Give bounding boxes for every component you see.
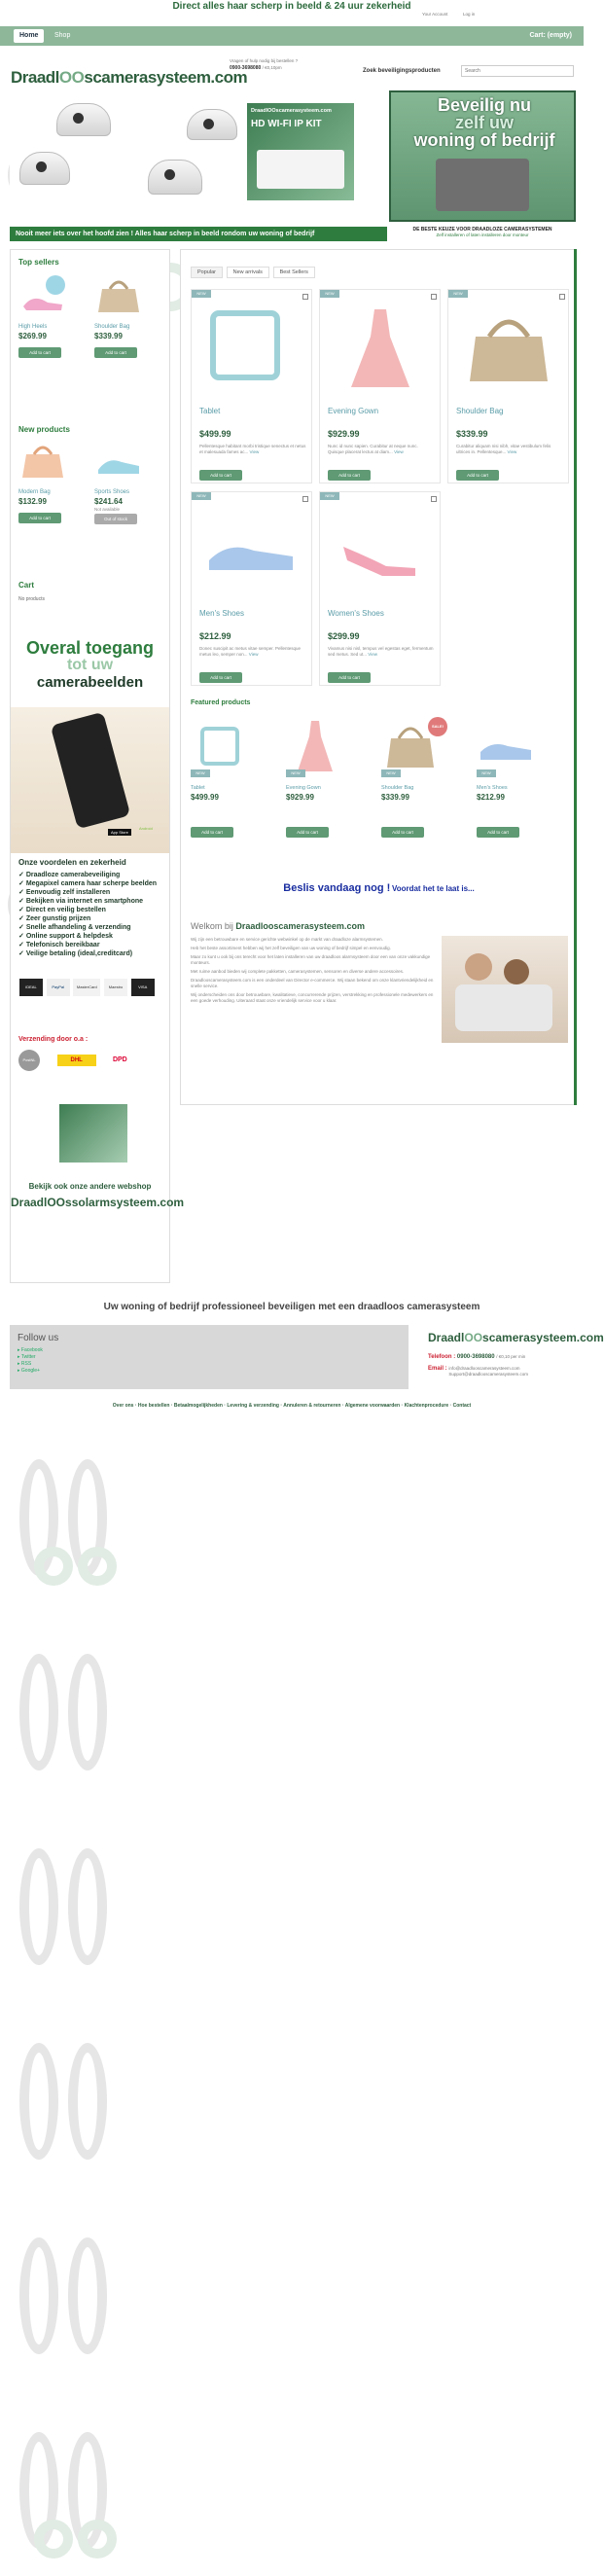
welcome-title: Welkom bij (191, 921, 233, 931)
featured-price: $499.99 (191, 793, 219, 802)
kit-box-image (247, 103, 354, 200)
product-name[interactable]: Men's Shoes (199, 609, 244, 618)
support-email-link[interactable]: Support@draadlooscamerasysteem.com (448, 1372, 528, 1377)
featured-price: $339.99 (381, 793, 409, 802)
footer-tagline: Uw woning of bedrijf professioneel beveiligen met een draadloos camerasysteem (103, 1302, 480, 1312)
cta-sub: Voordat het te laat is... (391, 884, 475, 893)
advantage-item: ✓ Veilige betaling (ideal,creditcard) (18, 950, 133, 957)
product-name[interactable]: Tablet (199, 407, 221, 415)
top-seller-image[interactable] (18, 275, 67, 322)
advantage-item: ✓ Online support & helpdesk (18, 933, 113, 940)
new-badge: NEW (286, 769, 305, 777)
cart-title[interactable]: Cart (18, 581, 35, 590)
product-image-womens-shoes[interactable] (328, 506, 433, 603)
kit-title: HD WI-FI IP KIT (251, 119, 322, 129)
logo-text-rest: scamerasysteem.com (84, 68, 248, 87)
product-card[interactable] (319, 289, 441, 483)
add-to-cart-button[interactable]: Add to cart (94, 347, 137, 358)
new-product-name[interactable]: Sports Shoes (94, 489, 130, 495)
hero-banner (10, 91, 387, 222)
new-product-image[interactable] (18, 441, 67, 487)
logo-text-main: Draadl (11, 68, 59, 87)
camera-photo (436, 159, 529, 211)
camera-image (19, 152, 70, 185)
compare-checkbox[interactable] (431, 294, 437, 300)
featured-item[interactable] (381, 717, 444, 814)
product-image-gown[interactable] (328, 304, 433, 401)
dhl-logo: DHL (57, 1055, 96, 1066)
cta-main: Beslis vandaag nog ! (283, 882, 391, 894)
tab-new-arrivals[interactable]: New arrivals (227, 267, 269, 278)
add-to-cart-button[interactable]: Add to cart (199, 672, 242, 683)
facebook-link[interactable]: ▸ Facebook (18, 1347, 43, 1353)
add-to-cart-button[interactable]: Add to cart (191, 827, 233, 838)
add-to-cart-button[interactable]: Add to cart (381, 827, 424, 838)
promo-line-2: zelf uw (454, 113, 514, 132)
top-seller-price: $269.99 (18, 332, 47, 340)
top-banner (0, 0, 584, 14)
product-price: $212.99 (199, 631, 231, 641)
help-phone-rate: / €0,10pm (262, 65, 282, 70)
product-price: $499.99 (199, 429, 231, 439)
featured-item[interactable] (477, 717, 535, 814)
product-card[interactable] (191, 289, 312, 483)
product-description: Curabitur aliquam nisi nibh, vitae vestibulum felis ultrices in. Pellentesque... View (456, 444, 551, 454)
content-border (574, 249, 577, 1105)
shipping-logos (18, 1050, 164, 1075)
advantage-item: ✓ Zeer gunstig prijzen (18, 915, 91, 922)
product-description: Pellentesque habitant morbi tristique senectus et netus et malesuada fames ac... View (199, 444, 306, 454)
product-price: $929.99 (328, 429, 360, 439)
featured-price: $929.99 (286, 793, 314, 802)
add-to-cart-button[interactable]: Add to cart (18, 513, 61, 523)
top-seller-image[interactable] (94, 275, 143, 322)
view-link[interactable]: View (507, 449, 517, 454)
new-product-price: $132.99 (18, 497, 47, 506)
footer-link[interactable]: Annuleren & retourneren (283, 1403, 341, 1409)
advantage-item: ✓ Direct en veilig bestellen (18, 907, 106, 913)
couple-photo (442, 936, 568, 1043)
view-link[interactable]: View (249, 449, 260, 454)
maestro-logo: Maestro (104, 979, 127, 996)
advantage-item: ✓ Bekijken via internet en smartphone (18, 898, 144, 905)
new-badge: NEW (477, 769, 496, 777)
new-badge: NEW (192, 290, 211, 298)
mastercard-logo: MasterCard (73, 979, 100, 996)
promo-line-3: woning of bedrijf (413, 130, 555, 150)
advantage-item: ✓ Telefonisch bereikbaar (18, 942, 100, 948)
postnl-logo: PostNL (18, 1050, 40, 1071)
camera-image (148, 160, 202, 195)
nav-tab-home[interactable]: Home (14, 29, 44, 43)
new-badge: NEW (191, 769, 210, 777)
main-navigation (0, 26, 584, 46)
add-to-cart-button[interactable]: Add to cart (328, 470, 371, 481)
product-card[interactable] (191, 491, 312, 686)
app-store-badge[interactable]: App Store (108, 829, 131, 836)
product-description: Vivamus nisi nisl, tempus vel egestas eget, fermentum sed metus. Sed ut... View (328, 646, 434, 657)
advantage-item: ✓ Draadloze camerabeveiliging (18, 872, 121, 878)
sale-badge: SALE! (428, 717, 447, 736)
footer-link[interactable]: Klachtenprocedure (404, 1403, 449, 1409)
rss-link[interactable]: ▸ RSS (18, 1361, 32, 1367)
product-description: Donec suscipit ac metus vitae semper. Pellentesque metus leo, semper non... View (199, 646, 302, 657)
app-promo-line-1: Overal toegang (25, 638, 155, 658)
product-name[interactable]: Evening Gown (328, 407, 379, 415)
add-to-cart-button[interactable]: Add to cart (18, 347, 61, 358)
app-promo-line-3: camerabeelden (36, 674, 144, 691)
new-badge: NEW (448, 290, 468, 298)
app-promo[interactable] (11, 639, 169, 692)
top-seller-name[interactable]: Shoulder Bag (94, 324, 130, 330)
featured-price: $212.99 (477, 793, 505, 802)
follow-us-title: Follow us (18, 1333, 59, 1343)
featured-name[interactable]: Men's Shoes (477, 785, 508, 791)
cta-banner (181, 882, 577, 894)
footer-link[interactable]: Over ons (112, 1403, 134, 1409)
product-card[interactable] (319, 491, 441, 686)
footer-link[interactable]: Hoe bestellen (137, 1403, 170, 1409)
new-badge: NEW (320, 290, 339, 298)
featured-name[interactable]: Evening Gown (286, 785, 321, 791)
site-logo[interactable] (11, 68, 247, 88)
search-input[interactable] (461, 65, 574, 77)
footer-logo[interactable]: DraadlOOscamerasysteem.com (428, 1331, 604, 1344)
new-product-image[interactable] (94, 441, 143, 487)
tagline-right (389, 227, 576, 237)
google-link[interactable]: ▸ Google+ (18, 1368, 40, 1374)
product-tabs (191, 267, 317, 280)
out-of-stock-button: Out of stock (94, 514, 137, 524)
phone-promo-image (11, 707, 169, 853)
featured-title: Featured products (191, 699, 251, 706)
product-price: $339.99 (456, 429, 488, 439)
product-name[interactable]: Shoulder Bag (456, 407, 504, 415)
advantages-title: Onze voordelen en zekerheid (18, 858, 126, 867)
product-name[interactable]: Women's Shoes (328, 609, 384, 618)
dpd-logo: DPD (112, 1056, 127, 1063)
login-link[interactable]: Log in (463, 12, 476, 17)
android-badge[interactable]: Android (139, 826, 153, 831)
footer-contact (428, 1325, 604, 1389)
new-badge: NEW (381, 769, 401, 777)
add-to-cart-button[interactable]: Add to cart (286, 827, 329, 838)
shop-box-image[interactable] (59, 1104, 127, 1163)
footer-phone: Telefoon : 0900-3698080 / €0,10 per min (428, 1354, 526, 1360)
twitter-link[interactable]: ▸ Twitter (18, 1354, 36, 1360)
email-link[interactable]: info@draadlooscamerasysteem.com (448, 1366, 520, 1371)
compare-checkbox[interactable] (302, 496, 308, 502)
welcome-heading (191, 921, 365, 931)
kit-brand: DraadlOOscamerasysteem.com (251, 108, 332, 114)
tagline-right-sub: Zelf installeren of laten installeren door monteur (436, 233, 529, 237)
top-seller-name[interactable]: High Heels (18, 324, 48, 330)
visa-logo: VISA (131, 979, 155, 996)
top-seller-price: $339.99 (94, 332, 123, 340)
header-help (230, 58, 346, 71)
payment-logos (18, 978, 164, 1020)
top-banner-title: Direct alles haar scherp in beeld & 24 uur zekerheid (172, 1, 411, 12)
compare-checkbox[interactable] (431, 496, 437, 502)
new-product-name[interactable]: Modern Bag (18, 489, 51, 495)
new-product-price: $241.64 (94, 497, 123, 506)
advantages-list (18, 871, 164, 958)
featured-item[interactable] (191, 717, 249, 814)
camera-image (56, 103, 111, 136)
cart-empty-text: No products (18, 596, 45, 602)
tagline-strip: Nooit meer iets over het hoofd zien ! Alles haar scherp in beeld rondom uw woning of bedrijf (10, 227, 387, 241)
welcome-text: Wij zijn een betrouwbare en service gerichte webwinkel op de markt van draadloze alarmsystemen. Heb het beste assortiment hebben wij het zelf beveiligen van uw woning of bedrijf simpel en eenvoudig. Maar zo kunt u ook bij ons terecht voor het laten installeren van uw draadloos alarmsysteem door een van onze vakkundige monteurs. Met ruime aanbod bieden wij complete pakketten, camerasystemen, sensoren en diverse andere accessoires. Draadlooscamerasysteem.com is een onderdeel van Director e-commerce. Wij staan bekend om onze klantvriendelijkheid en snelle service. Wij onderscheiden ons door betrouwbare, kwalitatieve, concurrerende prijzen, verstrekking en professionele medewerkers en een goede verhouding. Uiteraard staat onze vriendelijk service voor u klaar. (191, 937, 434, 1003)
help-question: Vragen of hulp nodig bij bestellen ? (230, 58, 299, 63)
advantage-item: ✓ Megapixel camera haar scherpe beelden (18, 880, 158, 887)
featured-name[interactable]: Shoulder Bag (381, 785, 414, 791)
product-description: Nunc id nunc sapien. Curabitur at neque nunc. Quisque placerat lectus at diam... View (328, 444, 418, 454)
promo-line-1: Beveilig nu (437, 95, 532, 115)
add-to-cart-button[interactable]: Add to cart (477, 827, 519, 838)
promo-banner-right[interactable] (389, 90, 576, 222)
other-shop-logo[interactable]: DraadlOOssolarmsysteem.com (11, 1196, 185, 1209)
left-sidebar (10, 249, 185, 1283)
stock-status: Not available (94, 507, 121, 512)
shipping-title: Verzending door o.a : (18, 1036, 89, 1043)
footer-navigation: Over ons · Hoe bestellen · Betaalmogelijkheden · Levering & verzending · Annuleren & retourneren · Algemene voorwaarden · Klachtenprocedure · Contact (112, 1403, 472, 1409)
compare-checkbox[interactable] (559, 294, 565, 300)
nav-tab-shop[interactable]: Shop (54, 32, 71, 39)
logo-text-oo: OO (58, 68, 85, 87)
new-badge: NEW (192, 492, 211, 500)
new-products-title[interactable]: New products (18, 425, 70, 434)
add-to-cart-button[interactable]: Add to cart (456, 470, 499, 481)
advantage-item: ✓ Eenvoudig zelf installeren (18, 889, 111, 896)
product-image-tablet[interactable] (199, 304, 304, 401)
footer-link[interactable]: Algemene voorwaarden (344, 1403, 401, 1409)
welcome-brand: Draadlooscamerasysteem.com (235, 921, 365, 931)
help-phone[interactable]: 0900-3698080 (230, 65, 262, 71)
account-link[interactable]: Your Account (422, 12, 448, 17)
ideal-logo: iDEAL (19, 979, 43, 996)
compare-checkbox[interactable] (302, 294, 308, 300)
paypal-logo: PayPal (47, 979, 70, 996)
tab-popular[interactable]: Popular (191, 267, 223, 278)
follow-us-panel (10, 1325, 409, 1389)
product-card[interactable] (447, 289, 569, 483)
account-links (422, 12, 475, 18)
app-promo-line-2: tot uw (66, 657, 114, 673)
new-badge: NEW (320, 492, 339, 500)
camera-image (187, 109, 237, 140)
main-content (180, 249, 576, 1105)
tab-best-sellers[interactable]: Best Sellers (273, 267, 315, 278)
add-to-cart-button[interactable]: Add to cart (328, 672, 371, 683)
add-to-cart-button[interactable]: Add to cart (199, 470, 242, 481)
view-link[interactable]: View (248, 652, 259, 657)
top-sellers-title[interactable]: Top sellers (18, 258, 59, 267)
search-label: Zoek beveiligingsproducten (363, 68, 441, 74)
footer-link[interactable]: Contact (452, 1403, 472, 1409)
advantage-item: ✓ Snelle afhandeling & verzending (18, 924, 131, 931)
featured-item[interactable] (286, 717, 344, 814)
other-shop-title: Bekijk ook onze andere webshop (28, 1182, 152, 1191)
footer-email: Email : info@draadlooscamerasysteem.com Support@draadlooscamerasysteem.com (428, 1366, 528, 1377)
product-price: $299.99 (328, 631, 360, 641)
view-link[interactable]: View (394, 449, 404, 454)
cart-summary[interactable]: Cart: (empty) (529, 32, 572, 39)
featured-name[interactable]: Tablet (191, 785, 205, 791)
tagline-right-title: DE BESTE KEUZE VOOR DRAADLOZE CAMERASYSTEMEN (412, 227, 552, 233)
view-link[interactable]: View (368, 652, 377, 657)
product-image-bag[interactable] (456, 304, 561, 401)
product-image-mens-shoes[interactable] (199, 506, 304, 603)
footer-link[interactable]: Betaalmogelijkheden (173, 1403, 223, 1409)
footer-link[interactable]: Levering & verzending (227, 1403, 279, 1409)
